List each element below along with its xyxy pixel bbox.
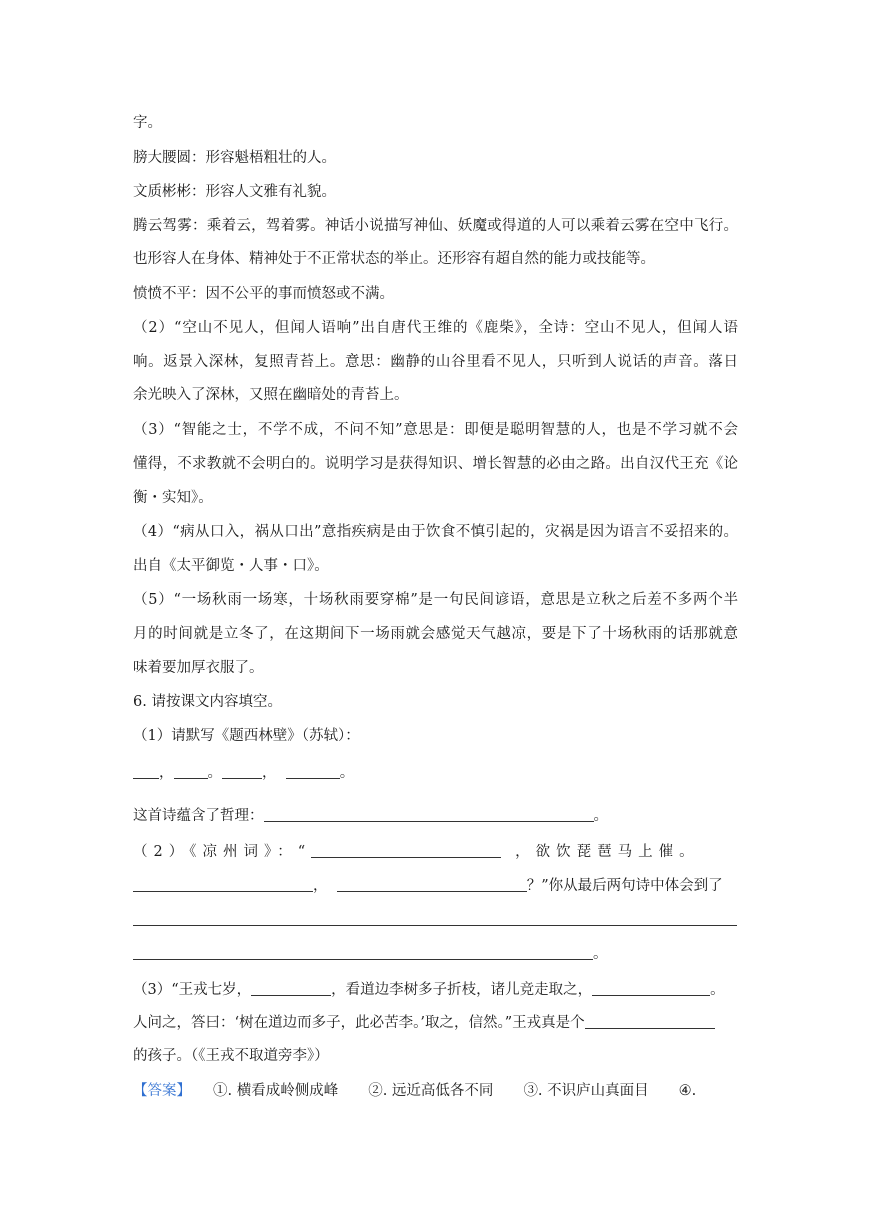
answer-blank[interactable] (337, 876, 527, 892)
text-line: 衡・实知》。 (133, 490, 213, 506)
text-line: 出自《太平御览・人事・口》。 (133, 558, 329, 574)
text-line: 响。返景入深林，复照青苔上。意思：幽静的山谷里看不见人，只听到人说话的声音。落日 (133, 354, 738, 370)
text-line: 余光映入了深林，又照在幽暗处的青苔上。 (133, 387, 409, 403)
fill-blank-line: 。 (133, 944, 738, 964)
answer-blank[interactable] (286, 763, 340, 779)
text-line: （4）“病从口入，祸从口出”意指疾病是由于饮食不慎引起的，灾祸是因为语言不妥招来的。 (133, 524, 738, 540)
text-line: 文质彬彬：形容人文雅有礼貌。 (133, 184, 336, 200)
fill-blank-line: 这首诗蕴含了哲理： 。 (133, 808, 608, 824)
answer-blank[interactable] (264, 806, 594, 822)
text-line: 懂得，不求教就不会明白的。说明学习是获得知识、增长智慧的必由之路。出自汉代王充《论 (133, 456, 738, 472)
answer-blank[interactable] (592, 980, 710, 996)
fill-blank-line: 人问之，答曰：‘树在道边而多子，此必苦李。’取之，信然。”王戎真是个 (133, 1013, 738, 1033)
text-line: （2）“空山不见人，但闻人语响”出自唐代王维的《鹿柴》，全诗：空山不见人，但闻人语 (133, 320, 738, 336)
answer-blank[interactable] (222, 763, 262, 779)
text-line: 味着要加厚衣服了。 (133, 660, 264, 676)
fill-blank-line: （3）“王戎七岁， ，看道边李树多子折枝，诸儿竞走取之， 。 (133, 982, 725, 998)
fill-blank-line (133, 910, 738, 930)
answer-blank[interactable] (174, 763, 208, 779)
text-line: 的孩子。（《王戎不取道旁李》） (133, 1048, 329, 1064)
answer-item: ④. (678, 1083, 697, 1099)
text-line: 膀大腰圆：形容魁梧粗壮的人。 (133, 150, 336, 166)
answer-item: ①. 横看成岭侧成峰 (213, 1083, 339, 1099)
answer-item: ②. 远近高低各不同 (368, 1083, 494, 1099)
answer-blank[interactable] (133, 876, 313, 892)
answer-tag: 【答案】 (133, 1083, 191, 1099)
text-line: 愤愤不平：因不公平的事而愤怒或不满。 (133, 286, 394, 302)
text-line: （1）请默写《题西林壁》（苏轼）： (133, 728, 360, 744)
answer-blank[interactable] (585, 1013, 715, 1029)
text-line: 月的时间就是立冬了，在这期间下一场雨就会感觉天气越凉，要是下了十场秋雨的话那就意 (133, 626, 738, 642)
fill-blank-line: （2）《凉州词》：“ ，欲饮琵琶马上催。 (133, 844, 700, 860)
answer-item: ③. 不识庐山真面目 (523, 1083, 649, 1099)
answer-blank[interactable] (311, 842, 501, 858)
fill-blank-line: ， ？”你从最后两句诗中体会到了 (133, 876, 738, 896)
text-line: （5）“一场秋雨一场寒，十场秋雨要穿棉”是一句民间谚语，意思是立秋之后差不多两个半 (133, 592, 738, 608)
question-heading: 6. 请按课文内容填空。 (133, 694, 282, 710)
text-line: 腾云驾雾：乘着云，驾着雾。神话小说描写神仙、妖魔或得道的人可以乘着云雾在空中飞行。 (133, 218, 738, 234)
answer-blank[interactable] (251, 980, 331, 996)
answer-blank[interactable] (133, 944, 593, 960)
text-line: （3）“智能之士，不学不成，不问不知”意思是：即便是聪明智慧的人，也是不学习就不会 (133, 422, 738, 438)
answer-blank[interactable] (133, 910, 737, 926)
answer-line (133, 1081, 738, 1101)
answer-blank[interactable] (133, 763, 159, 779)
text-line: 也形容人在身体、精神处于不正常状态的举止。还形容有超自然的能力或技能等。 (133, 251, 655, 267)
text-line: 字。 (133, 115, 162, 131)
fill-blank-line: ， 。 ， 。 (133, 763, 738, 783)
